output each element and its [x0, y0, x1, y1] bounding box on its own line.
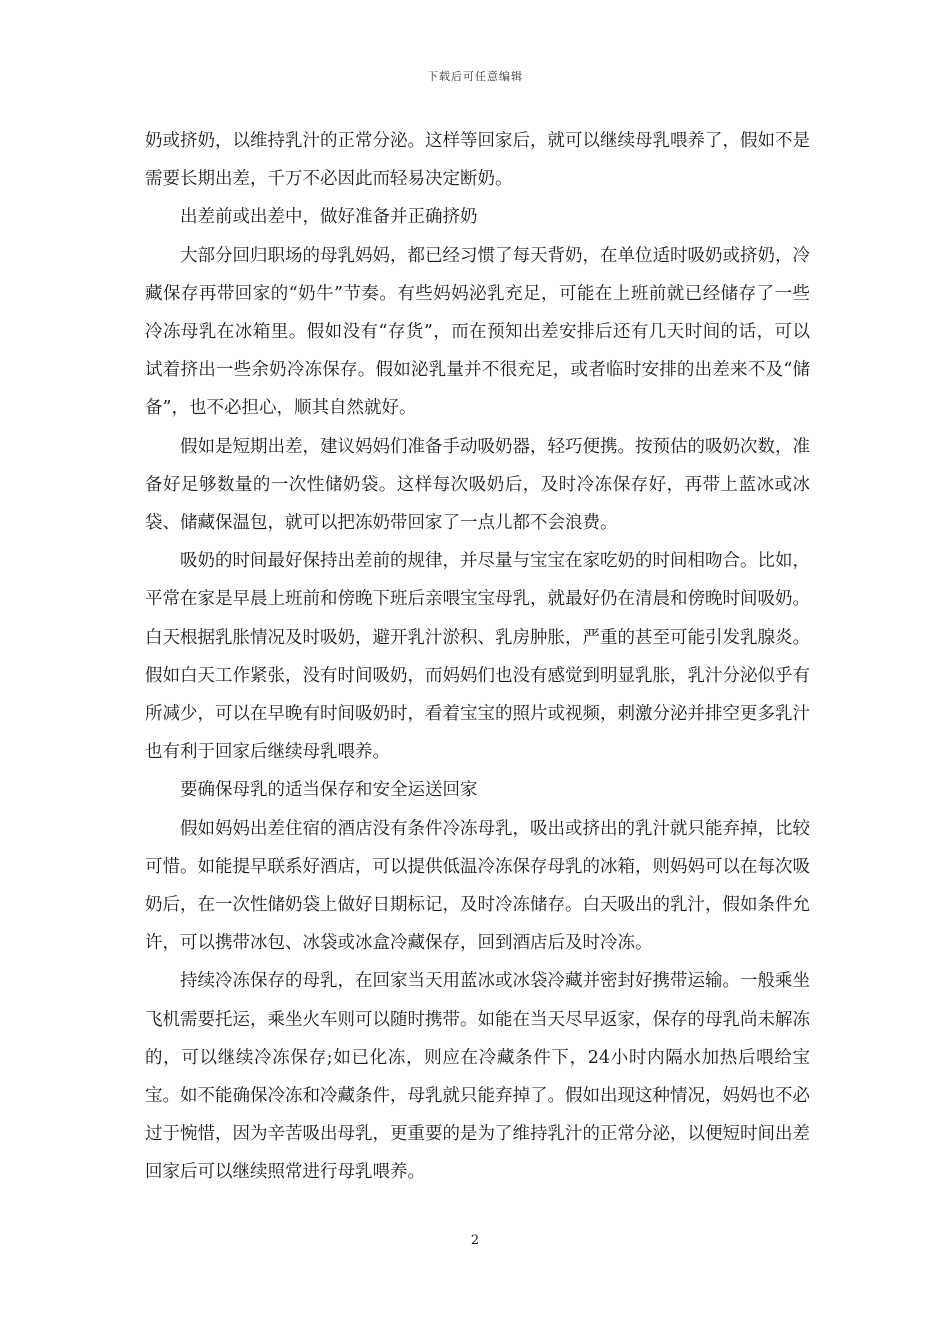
page-header: 下载后可任意编辑 — [427, 70, 523, 83]
section-heading-preparation: 出差前或出差中，做好准备并正确挤奶 — [180, 207, 478, 228]
paragraph-short-trip: 假如是短期出差，建议妈妈们准备手动吸奶器，轻巧便携。按预估的吸奶次数，准备好足够数量的一次性储奶袋。这样每次吸奶后，及时冷冻保存好，再带上蓝冰或冰袋、储藏保温包，就可以把冻奶带回家了一点儿都不会浪费。 — [145, 436, 810, 534]
page-number: 2 — [470, 1233, 480, 1248]
section-heading-transport: 要确保母乳的适当保存和安全运送回家 — [180, 780, 478, 801]
paragraph-continuation: 奶或挤奶，以维持乳汁的正常分泌。这样等回家后，就可以继续母乳喂养了，假如不是需要长期出差，千万不必因此而轻易决定断奶。 — [145, 131, 810, 190]
paragraph-storage-habits: 大部分回归职场的母乳妈妈，都已经习惯了每天背奶，在单位适时吸奶或挤奶，冷藏保存再带回家的“奶牛”节奏。有些妈妈泌乳充足，可能在上班前就已经储存了一些冷冻母乳在冰箱里。假如没有“存货”，而在预知出差安排后还有几天时间的话，可以试着挤出一些余奶冷冻保存。假如泌乳量并不很充足，或者临时安排的出差来不及“储备”，也不必担心，顺其自然就好。 — [145, 245, 810, 419]
paragraph-pumping-schedule: 吸奶的时间最好保持出差前的规律，并尽量与宝宝在家吃奶的时间相吻合。比如，平常在家是早晨上班前和傍晚下班后亲喂宝宝母乳，就最好仍在清晨和傍晚时间吸奶。白天根据乳胀情况及时吸奶，避开乳汁淤积、乳房肿胀，严重的甚至可能引发乳腺炎。假如白天工作紧张，没有时间吸奶，而妈妈们也没有感觉到明显乳胀，乳汁分泌似乎有所减少，可以在早晚有时间吸奶时，看着宝宝的照片或视频，刺激分泌并排空更多乳汁也有利于回家后继续母乳喂养。 — [145, 551, 810, 763]
paragraph-hotel-storage: 假如妈妈出差住宿的酒店没有条件冷冻母乳，吸出或挤出的乳汁就只能弃掉，比较可惜。如能提早联系好酒店，可以提供低温冷冻保存母乳的冰箱，则妈妈可以在每次吸奶后，在一次性储奶袋上做好日期标记，及时冷冻储存。白天吸出的乳汁，假如条件允许，可以携带冰包、冰袋或冰盒冷藏保存，回到酒店后及时冷冻。 — [145, 818, 810, 954]
paragraph-frozen-transport: 持续冷冻保存的母乳，在回家当天用蓝冰或冰袋冷藏并密封好携带运输。一般乘坐飞机需要托运，乘坐火车则可以随时携带。如能在当天尽早返家，保存的母乳尚未解冻的，可以继续冷冻保存;如已化冻，则应在冷藏条件下，24小时内隔水加热后喂给宝宝。如不能确保冷冻和冷藏条件，母乳就只能弃掉了。假如出现这种情况，妈妈也不必过于惋惜，因为辛苦吸出母乳，更重要的是为了维持乳汁的正常分泌，以便短时间出差回家后可以继续照常进行母乳喂养。 — [145, 971, 810, 1183]
document-body — [145, 122, 810, 1192]
